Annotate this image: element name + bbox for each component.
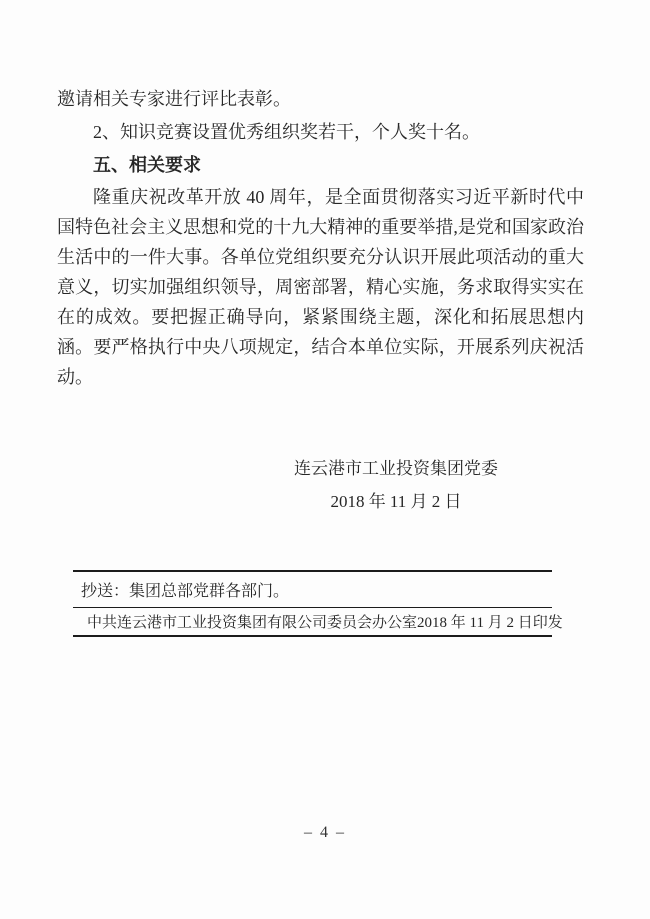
issue-date-text: 2018 年 11 月 2 日印发 [417, 615, 563, 631]
signature-date: 2018 年 11 月 2 日 [330, 492, 462, 511]
issuing-office-text: 中共连云港市工业投资集团有限公司委员会办公室 [87, 615, 418, 631]
document-footer-box [73, 570, 563, 637]
paragraph-continuation-line: 邀请相关专家进行评比表彰。 [57, 89, 291, 109]
requirements-paragraph: 隆重庆祝改革开放 40 周年，是全面贯彻落实习近平新时代中国特色社会主义思想和党的十九大精神的重要举措,是党和国家政治生活中的一件大事。各单位党组织要充分认识开展此项活动的重大意义，切实加强组织领导，周密部署，精心实施，务求取得实实在在的成效。要把握正确导向，紧紧围绕主题，深化和拓展思想内涵。要严格执行中央八项规定，结合本单位实际，开展系列庆祝活动。 [57, 187, 584, 387]
footer-bottom-rule [73, 635, 552, 637]
document-body [57, 83, 584, 392]
copy-to-row [73, 572, 552, 607]
numbered-list-item-2: 2、知识竞赛设置优秀组织奖若干，个人奖十名。 [93, 122, 480, 142]
signature-organization: 连云港市工业投资集团党委 [294, 459, 498, 478]
copy-to-text: 抄送：集团总部党群各部门。 [81, 583, 290, 600]
issuance-row [73, 608, 563, 635]
signature-block [294, 452, 498, 518]
section-heading-5-requirements: 五、相关要求 [93, 155, 201, 175]
page-number: – 4 – [304, 824, 346, 841]
